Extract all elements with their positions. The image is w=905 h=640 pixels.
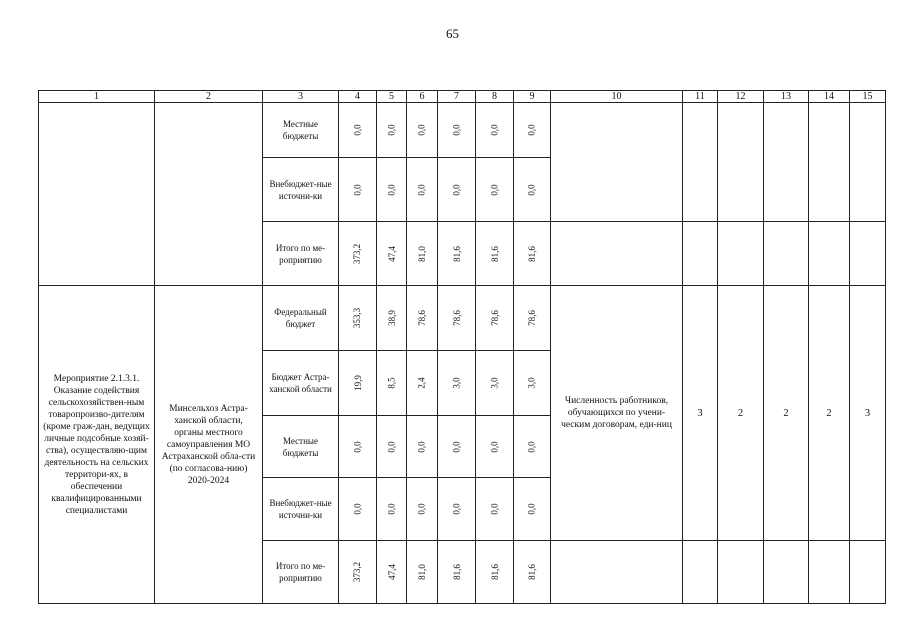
column-header-1: 1 bbox=[38, 90, 155, 103]
value-text: 81,0 bbox=[417, 245, 427, 262]
value-text: 0,0 bbox=[352, 440, 363, 453]
budget-value bbox=[376, 285, 407, 351]
column-header-15: 15 bbox=[849, 90, 886, 103]
budget-value bbox=[437, 102, 476, 158]
indicator-year-total-cell bbox=[808, 540, 850, 604]
value-text: 38,9 bbox=[386, 310, 397, 326]
column-header-9: 9 bbox=[513, 90, 551, 103]
block1-year-total-cell bbox=[849, 221, 886, 286]
value-text: 0,0 bbox=[489, 124, 500, 136]
funding-source-label: Внебюджет-ные источни-ки bbox=[262, 157, 339, 222]
value-text: 0,0 bbox=[417, 183, 427, 196]
indicator-year-value: 3 bbox=[849, 285, 886, 541]
value-text: 78,6 bbox=[417, 310, 427, 326]
budget-value bbox=[338, 221, 377, 286]
budget-value bbox=[376, 102, 407, 158]
column-header-4: 4 bbox=[338, 90, 377, 103]
budget-value bbox=[376, 350, 407, 416]
value-text: 3,0 bbox=[489, 377, 500, 389]
budget-value bbox=[338, 415, 377, 478]
budget-value bbox=[437, 540, 476, 604]
value-text: 81,6 bbox=[451, 564, 462, 580]
measure-name: Мероприятие 2.1.3.1. Оказание содействия сельскохозяйствен-ным товаропроизво-дителям (кроме граж-дан, ведущих личные подсобные хозяй-ства), осуществляю-щим деятельность на сельских территори-ях, в обеспечении квалифицированными специалистами bbox=[38, 285, 155, 604]
funding-source-label: Итого по ме-роприятию bbox=[262, 221, 339, 286]
budget-value bbox=[437, 157, 476, 222]
value-text: 0,0 bbox=[489, 440, 500, 453]
value-text: 373,2 bbox=[352, 561, 363, 583]
budget-value bbox=[376, 477, 407, 541]
value-text: 8,5 bbox=[386, 377, 397, 389]
value-text: 0,0 bbox=[352, 124, 363, 136]
budget-value bbox=[475, 221, 514, 286]
budget-value bbox=[406, 477, 438, 541]
block1-year-total-cell bbox=[808, 221, 850, 286]
value-text: 0,0 bbox=[451, 124, 462, 136]
block1-year-cell bbox=[808, 102, 850, 222]
block1-year-total-cell bbox=[717, 221, 764, 286]
indicator-year-value: 3 bbox=[682, 285, 718, 541]
budget-value bbox=[338, 285, 377, 351]
indicator-year-total-cell bbox=[849, 540, 886, 604]
value-text: 0,0 bbox=[451, 503, 462, 515]
budget-value bbox=[475, 102, 514, 158]
value-text: 0,0 bbox=[386, 440, 397, 453]
funding-source-label: Местные бюджеты bbox=[262, 102, 339, 158]
budget-value bbox=[376, 415, 407, 478]
budget-value bbox=[513, 157, 551, 222]
indicator-year-value: 2 bbox=[808, 285, 850, 541]
budget-value bbox=[475, 285, 514, 351]
budget-value bbox=[437, 350, 476, 416]
value-text: 353,3 bbox=[352, 307, 363, 329]
block1-year-total-cell bbox=[763, 221, 809, 286]
value-text: 81,6 bbox=[489, 245, 500, 262]
value-text: 0,0 bbox=[451, 183, 462, 196]
value-text: 0,0 bbox=[386, 124, 397, 136]
budget-value bbox=[406, 415, 438, 478]
value-text: 373,2 bbox=[352, 243, 363, 264]
budget-value bbox=[338, 477, 377, 541]
value-text: 0,0 bbox=[352, 503, 363, 515]
budget-value bbox=[513, 102, 551, 158]
column-header-11: 11 bbox=[682, 90, 718, 103]
funding-source-label: Федеральный бюджет bbox=[262, 285, 339, 351]
funding-source-label: Внебюджет-ные источни-ки bbox=[262, 477, 339, 541]
value-text: 0,0 bbox=[386, 503, 397, 515]
funding-source-label: Местные бюджеты bbox=[262, 415, 339, 478]
budget-value bbox=[475, 477, 514, 541]
executor-name: Минсельхоз Астра-ханской области, органы местного самоуправления МО Астраханской обла-сти (по согласова-нию) bbox=[161, 403, 256, 474]
budget-value bbox=[376, 540, 407, 604]
block1-year-cell bbox=[682, 102, 718, 222]
value-text: 47,4 bbox=[386, 564, 397, 580]
executor-block bbox=[159, 403, 258, 487]
value-text: 0,0 bbox=[489, 183, 500, 196]
indicator-year-total-cell bbox=[763, 540, 809, 604]
block1-indicator-cell bbox=[550, 102, 683, 222]
budget-value bbox=[475, 415, 514, 478]
value-text: 0,0 bbox=[527, 183, 537, 196]
column-header-6: 6 bbox=[406, 90, 438, 103]
budget-value bbox=[376, 157, 407, 222]
indicator-name: Численность работников, обучающихся по учени-ческим договорам, еди-ниц bbox=[550, 285, 683, 541]
indicator-year-value: 2 bbox=[717, 285, 764, 541]
value-text: 81,6 bbox=[527, 564, 537, 580]
budget-value bbox=[338, 102, 377, 158]
value-text: 0,0 bbox=[417, 503, 427, 515]
value-text: 78,6 bbox=[489, 310, 500, 326]
value-text: 3,0 bbox=[451, 377, 462, 389]
block1-year-total-cell bbox=[682, 221, 718, 286]
value-text: 81,6 bbox=[489, 564, 500, 580]
value-text: 0,0 bbox=[417, 440, 427, 453]
column-header-8: 8 bbox=[475, 90, 514, 103]
value-text: 47,4 bbox=[386, 245, 397, 262]
column-header-12: 12 bbox=[717, 90, 764, 103]
budget-value bbox=[513, 477, 551, 541]
value-text: 78,6 bbox=[451, 310, 462, 326]
period: 2020-2024 bbox=[187, 475, 230, 486]
value-text: 0,0 bbox=[352, 183, 363, 196]
value-text: 2,4 bbox=[417, 377, 427, 389]
value-text: 81,0 bbox=[417, 564, 427, 580]
value-text: 81,6 bbox=[451, 245, 462, 262]
column-header-7: 7 bbox=[437, 90, 476, 103]
value-text: 0,0 bbox=[489, 503, 500, 515]
budget-value bbox=[406, 157, 438, 222]
budget-value bbox=[406, 285, 438, 351]
budget-value bbox=[437, 477, 476, 541]
budget-value bbox=[513, 415, 551, 478]
value-text: 0,0 bbox=[386, 183, 397, 196]
column-header-14: 14 bbox=[808, 90, 850, 103]
budget-value bbox=[406, 350, 438, 416]
block1-indicator-total-cell bbox=[550, 221, 683, 286]
budget-value bbox=[475, 350, 514, 416]
budget-value bbox=[406, 540, 438, 604]
budget-value bbox=[406, 221, 438, 286]
budget-value bbox=[406, 102, 438, 158]
value-text: 0,0 bbox=[527, 124, 537, 136]
budget-value bbox=[376, 221, 407, 286]
value-text: 3,0 bbox=[527, 377, 537, 389]
column-header-3: 3 bbox=[262, 90, 339, 103]
value-text: 78,6 bbox=[527, 310, 537, 326]
value-text: 81,6 bbox=[527, 245, 537, 262]
column-header-13: 13 bbox=[763, 90, 809, 103]
budget-value bbox=[513, 221, 551, 286]
column-header-10: 10 bbox=[550, 90, 683, 103]
budget-value bbox=[475, 157, 514, 222]
budget-value bbox=[437, 415, 476, 478]
budget-value bbox=[513, 285, 551, 351]
budget-value bbox=[437, 285, 476, 351]
budget-value bbox=[338, 350, 377, 416]
funding-source-label: Бюджет Астра-ханской области bbox=[262, 350, 339, 416]
block1-year-cell bbox=[849, 102, 886, 222]
page-number: 65 bbox=[446, 26, 459, 41]
budget-value bbox=[338, 540, 377, 604]
indicator-year-value: 2 bbox=[763, 285, 809, 541]
block1-measure-cell bbox=[38, 102, 155, 286]
value-text: 0,0 bbox=[527, 440, 537, 453]
value-text: 0,0 bbox=[527, 503, 537, 515]
column-header-5: 5 bbox=[376, 90, 407, 103]
value-text: 19,9 bbox=[352, 375, 363, 391]
block1-year-cell bbox=[763, 102, 809, 222]
block1-executor-cell bbox=[154, 102, 263, 286]
budget-value bbox=[437, 221, 476, 286]
indicator-total-cell bbox=[550, 540, 683, 604]
value-text: 0,0 bbox=[451, 440, 462, 453]
funding-source-label: Итого по ме-роприятию bbox=[262, 540, 339, 604]
executor-and-period bbox=[154, 285, 263, 604]
budget-value bbox=[513, 350, 551, 416]
indicator-year-total-cell bbox=[717, 540, 764, 604]
value-text: 0,0 bbox=[417, 124, 427, 136]
column-header-2: 2 bbox=[154, 90, 263, 103]
budget-value bbox=[513, 540, 551, 604]
budget-value bbox=[475, 540, 514, 604]
indicator-year-total-cell bbox=[682, 540, 718, 604]
block1-year-cell bbox=[717, 102, 764, 222]
budget-value bbox=[338, 157, 377, 222]
